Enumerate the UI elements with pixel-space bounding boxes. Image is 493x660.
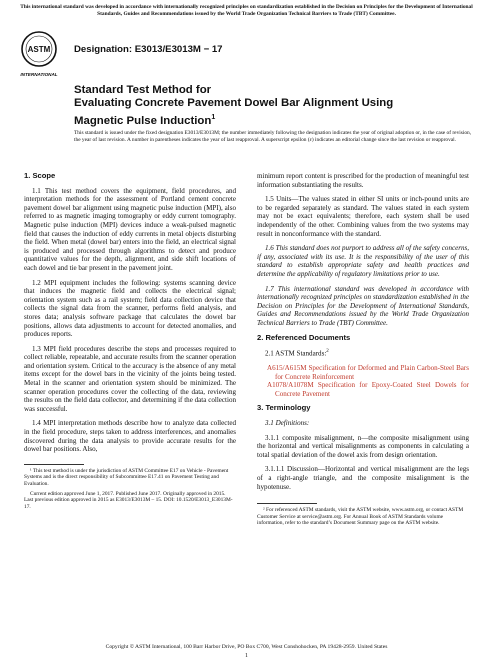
right-column — [257, 172, 469, 527]
reference-a615[interactable]: A615/A615M Specification for Deformed and Plain Carbon-Steel Bars for Concrete Reinforcement — [267, 364, 469, 381]
footnote-rule — [24, 464, 84, 465]
title-line-2: Evaluating Concrete Pavement Dowel Bar Alignment Using — [74, 97, 394, 110]
footnote-2: ² For referenced ASTM standards, visit the ASTM website, www.astm.org, or contact ASTM Customer Service at service@astm.org. For Annual Book of ASTM Standards volume information, refer to the standard’s Document Summary page on the ASTM website. — [257, 507, 464, 527]
paragraph-3-1-1-1: 3.1.1.1 Discussion—Horizontal and vertical misalignment are the legs of a right-angle triangle, and the composite misalignment is the hypotenuse. — [257, 465, 469, 491]
section-heading-scope: 1. Scope — [24, 171, 56, 180]
copyright-footer: Copyright © ASTM International, 100 Barr Harbor Drive, PO Box C700, West Conshohocken, PA 19428-2959. United States — [105, 644, 388, 650]
preamble: This standard is issued under the fixed designation E3013/E3013M; the number immediately following the designation indicates the year of original adoption or, in the case of revision, the year of last revision. A number in parentheses indicates the year of last reapproval. A superscript epsilon (ε) indicates an editorial change since the last revision or reapproval. — [74, 130, 472, 143]
page-number: 1 — [245, 653, 248, 659]
reference-a1078[interactable]: A1078/A1078M Specification for Epoxy-Coated Steel Dowels for Concrete Pavement — [267, 381, 469, 398]
designation: Designation: E3013/E3013M − 17 — [74, 44, 223, 55]
footnote-rule-right — [257, 503, 317, 504]
left-column — [24, 172, 236, 510]
footnote-ref-2[interactable]: 2 — [326, 349, 329, 355]
body-columns — [0, 172, 493, 642]
paragraph-1-3: 1.3 MPI field procedures describe the steps and processes required to collect reliable, repeatable, and accurate results from the scanner operation and orientation system. Critical to the accuracy is the absence of any metal items except for the dowel bars in the vicinity of the joints being tested. Metal in the scanner and orientation system should be minimized. The scanner operation procedures cover the collecting of the data, reviewing the results on the field data collector, and determining if the data collection was successful. — [24, 344, 236, 413]
section-heading-terminology: 3. Terminology — [257, 403, 311, 413]
title-footnote-ref[interactable]: 1 — [211, 113, 216, 121]
footnote-1: ¹ This test method is under the jurisdiction of ASTM Committee E17 on Vehicle - Pavement Systems and is the direct responsibility of Subcommittee E17.41 on Pavement Testing and Evaluation. — [24, 467, 229, 487]
paragraph-1-2: 1.2 MPI equipment includes the following: systems scanning device that induces the magnetic field and collects the electrical signal; orientation system such as a rail system; field data collection device that collects the signal data from the scanner, performs field analysis, and stores data; analysis software package that calculates the dowel bar positions, allows data adjustments to account for detected anomalies, and produces reports. — [24, 278, 236, 339]
paragraph-1-4: 1.4 MPI interpretation methods describe how to analyze data collected in the field procedure, steps taken to address interferences, and anomalies discovered during the data analysis to provide accurate results for the dowel bar positions. Also, — [24, 419, 236, 454]
paragraph-1-6: 1.6 This standard does not purport to address all of the safety concerns, if any, associated with its use. It is the responsibility of the user of this standard to establish appropriate safety and health practices and determine the applicability of regulatory limitations prior to use. — [257, 244, 469, 278]
logo-text-top: ASTM — [27, 45, 51, 54]
tbt-notice: This international standard was developed in accordance with internationally recognized principles on standardization established in the Decision on Principles for the Development of International Standards, Guides and Recommendations issued by the World Trade Organization Technical Barriers to Trade (TBT) Committee. — [20, 4, 473, 17]
paragraph-2-1-text: 2.1 ASTM Standards: — [265, 349, 327, 358]
paragraph-2-1 — [257, 348, 469, 358]
title-line-3 — [74, 111, 474, 128]
paragraph-1-4-continued: minimum report content is prescribed for the production of meaningful test information substantiating the results. — [257, 172, 469, 189]
paragraph-3-1-1: 3.1.1 composite misalignment, n—the composite misalignment using the horizontal and vertical misalignments as components in calculating a total spatial deviation of the dowel axis from design orientation. — [257, 433, 469, 459]
astm-logo — [20, 30, 58, 80]
logo-text-bottom: INTERNATIONAL — [20, 72, 58, 77]
document-title — [74, 84, 474, 128]
title-line-3-text: Magnetic Pulse Induction — [74, 114, 212, 127]
footnote-1-edition: Current edition approved June 1, 2017. Published June 2017. Originally approved in 2015. Last previous edition approved in 2015 as E3013/E3013M – 15. DOI: 10.1520/E3013_E3013M-17. — [24, 490, 233, 510]
paragraph-1-7: 1.7 This international standard was developed in accordance with internationally recognized principles on standardization established in the Decision on Principles for the Development of International Standards, Guides and Recommendations issued by the World Trade Organization Technical Barriers to Trade (TBT) Committee. — [257, 284, 469, 327]
section-heading-referenced-documents: 2. Referenced Documents — [257, 332, 351, 342]
paragraph-1-1: 1.1 This test method covers the equipment, field procedures, and interpretation methods for the assessment of Portland cement concrete pavement dowel bar alignment using magnetic pulse induction (MPI), also referred to as magnetic imaging tomography or eddy current tomography. Magnetic pulse induction (MPI) devices induce a weak-pulsed magnetic field that causes the induction of eddy currents in metal objects disturbing the field. When metal (dowel bar) enters into the field, an electrical signal is produced and processed through algorithms to detect and produce quantitative values for the depth, alignment, and side shift locations of each dowel and tie bar present in the pavement joint. — [24, 186, 236, 272]
title-line-1: Standard Test Method for — [74, 84, 212, 96]
paragraph-3-1: 3.1 Definitions: — [265, 419, 310, 427]
paragraph-1-5: 1.5 Units—The values stated in either SI units or inch-pound units are to be regarded separately as standard. The values stated in each system may not be exact equivalents; therefore, each system shall be used independently of the other. Combining values from the two systems may result in nonconformance with the standard. — [257, 195, 469, 238]
